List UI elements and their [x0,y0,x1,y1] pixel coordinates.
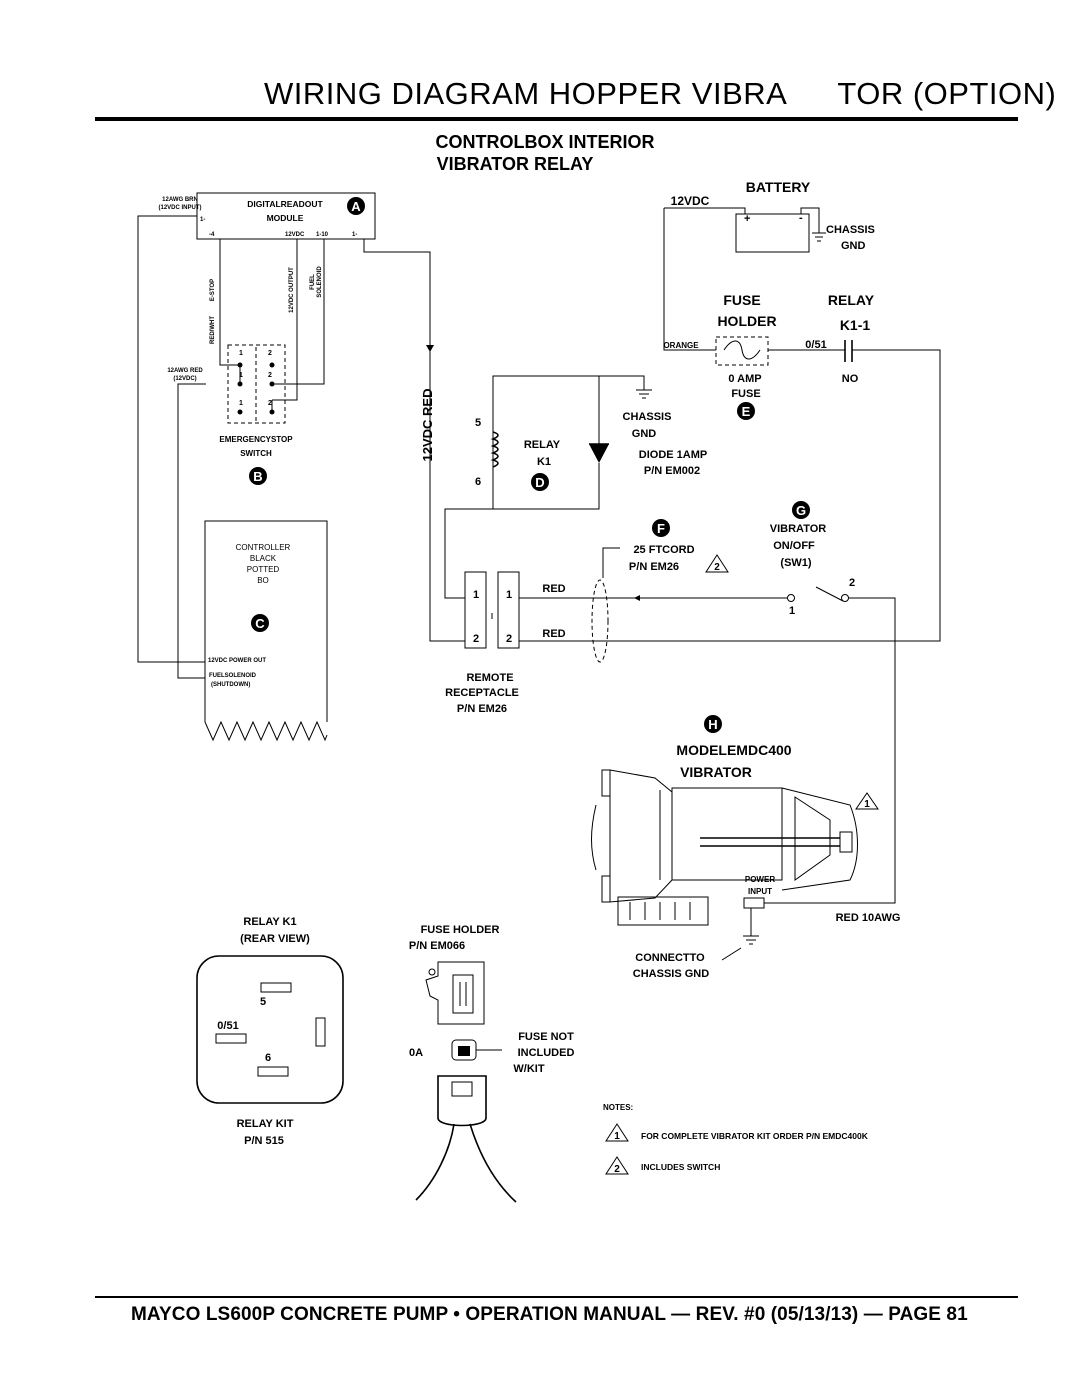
vibrator-power-2: INPUT [748,887,772,896]
switch-blade [816,587,843,601]
vibrator-power-terminal [744,898,764,908]
cord-arrow [634,595,640,601]
battery-negative-wire [801,208,819,233]
estop-switch [167,345,293,485]
battery-plus: + [744,213,751,225]
fuse-holder [663,292,776,420]
cord-letter: F [657,521,665,536]
diode-label-1: DIODE 1AMP [638,449,708,461]
vibrator-wire: RED 10AWG [835,912,901,924]
subtitle-line1: CONTROLBOX INTERIOR [435,132,655,152]
relay-contact [805,292,874,385]
readout-pin-left: 1- [200,217,206,223]
relay-coil [475,376,707,509]
battery-chassis-1: CHASSIS [826,224,875,236]
remote-receptacle [445,572,519,715]
coil-label-2: K1 [536,456,552,468]
cord-label-2: P/N EM26 [628,561,680,573]
vibrator [592,641,901,980]
readout-title-2: MODULE [266,213,304,223]
switch-pin-2: 2 [848,577,856,589]
switch-label-1: VIBRATOR [769,523,827,535]
wire-red-10awg [764,641,895,903]
readout-pin-bottom-1: -4 [209,232,215,238]
fuse-holder-part [409,924,575,1202]
relay-contact-title: RELAY [827,292,875,308]
vibrator-model: MODELEMDC400 [676,742,792,758]
relay-rear-view [197,916,343,1147]
coil-chassis-2: GND [631,428,657,440]
label-fuel: FUEL [310,274,316,290]
controller-line1: CONTROLLER [235,543,291,552]
estop-pin-2b: 2 [268,372,272,379]
readout-pin-bottom-3: 1-10 [316,232,329,238]
note-2-text: INCLUDES SWITCH [641,1162,721,1172]
fuse-blade-core [458,1046,470,1056]
controller-cutaway [205,722,327,740]
vibrator-endcap-curve [592,805,597,870]
wire-12vdc-input [138,216,205,662]
switch-letter: G [795,503,807,518]
fuse-title-1: FUSE [723,292,761,308]
fuse-amp: 0 AMP [728,373,762,385]
vibrator-body [672,788,782,880]
fuse-holder-lead [470,1124,516,1202]
estop-pin-1b: 1 [239,372,243,379]
fuse-holder-note-3: W/KIT [513,1063,545,1075]
fuse-wire-label: ORANGE [663,341,699,350]
coil-winding [493,432,498,467]
cord-wire-2: RED [542,628,566,640]
fuse-holder-base-slot [452,1082,472,1096]
estop-terminal [270,363,275,368]
vibrator-mount [602,876,610,902]
controller-out-3: (SHUTDOWN) [211,682,251,688]
relay-contact-state: NO [841,373,859,385]
fuse-holder-hole [429,969,435,975]
diode-label-2: P/N EM002 [643,465,701,477]
battery [664,179,875,252]
page-footer: MAYCO LS600P CONCRETE PUMP • OPERATION MANUAL — REV. #0 (05/13/13) — PAGE 81 [131,1304,968,1325]
relay-rear-pin6-label: 6 [264,1052,272,1064]
fuse-holder-title-1: FUSE HOLDER [420,924,500,936]
note-1-mark: 1 [614,1131,620,1142]
cord-label-1: 25 FTCORD [633,544,695,556]
coil-pin-bottom: 6 [474,476,482,488]
controller-line3: POTTED [246,565,280,574]
notes-heading: NOTES: [603,1103,634,1112]
page-title-part1: WIRING DIAGRAM HOPPER VIBRA [264,76,788,111]
label-12vdc-output: 12VDC OUTPUT [289,267,295,313]
fuse-holder-note-1: FUSE NOT [518,1031,574,1043]
coil-label-1: RELAY [523,439,561,451]
cord-bundle [592,580,608,662]
vibrator-front [782,788,858,890]
battery-voltage: 12VDC [670,194,710,208]
controller-out-2: FUELSOLENOID [209,673,257,679]
relay-rear-pin-side [316,1018,325,1046]
estop-pin-2c: 2 [268,400,272,407]
battery-minus: - [799,212,803,224]
vibrator-conn-2: CHASSIS GND [632,968,710,980]
readout-letter: A [351,199,361,214]
relay-rear-pin-6 [258,1067,288,1076]
battery-chassis-2: GND [841,240,866,252]
readout-pin-bottom-4: 1- [352,232,358,238]
wire-estop [220,239,240,365]
receptacle-label-3: P/N EM26 [456,703,508,715]
fuse-holder-slot [453,975,473,1013]
receptacle-pin-a1: 1 [472,589,480,601]
diode-symbol [589,444,609,463]
receptacle-pin-a2: 1 [505,589,513,601]
battery-label: BATTERY [745,179,811,195]
estop-wire-label-1: 12AWG RED [167,368,203,374]
relay-rear-pin-051 [216,1034,246,1043]
receptacle-label-1: REMOTE [466,672,514,684]
switch-label-3: (SW1) [780,557,812,569]
battery-positive-wire [664,208,745,214]
vibrator-base [618,897,708,925]
vibrator-ground-pointer [722,948,741,960]
switch-label-2: ON/OFF [773,540,815,552]
receptacle-label-2: RECEPTACLE [445,687,519,699]
fuse-title-2: HOLDER [717,313,777,329]
label-12vdc-red: 12VDC RED [420,388,435,462]
wire-fuel-solenoid [272,239,324,384]
fuse-holder-note-2: INCLUDED [517,1047,575,1059]
controller-letter: C [255,616,265,631]
fuse-holder-amp: 0A [408,1047,424,1059]
relay-rear-pin-5 [261,983,291,992]
fuse-word: FUSE [731,388,761,400]
cord-wire-1: RED [542,583,566,595]
relay-rear-title-1: RELAY K1 [243,916,297,928]
vibrator-label: VIBRATOR [680,764,752,780]
switch-pin-1: 1 [788,605,796,617]
controller-line2: BLACK [249,554,277,563]
estop-pin-1a: 1 [239,350,243,357]
fuse-element [724,341,760,359]
note-1-text: FOR COMPLETE VIBRATOR KIT ORDER P/N EMDC400K [641,1131,868,1141]
wire-battery-to-fuse [664,208,716,350]
estop-label-1: EMERGENCYSTOP [219,435,293,444]
relay-rear-title-2: (REAR VIEW) [240,933,310,945]
receptacle-pin-b1: 2 [472,633,480,645]
vibrator-letter: H [708,717,718,732]
coil-chassis-1: CHASSIS [622,411,672,423]
vibrator-mount [602,770,610,796]
relay-contact-pin: 0/51 [805,339,827,351]
receptacle-pin-b2: 2 [505,633,513,645]
page-title-part2: TOR (OPTION) [837,76,1057,111]
fuse-letter: E [741,404,751,419]
controller [205,521,327,740]
note-2-mark: 2 [614,1164,620,1175]
cord-pointer [603,548,620,578]
remote-cord [519,519,895,662]
vibrator-conn-1: CONNECTTO [635,952,705,964]
coil-pin-top: 5 [474,417,482,429]
wire-relay-to-switch [848,350,940,641]
wire-arrow [426,345,434,352]
label-solenoid: SOLENOID [317,266,323,298]
notes [603,1103,869,1175]
estop-pin-1c: 1 [239,400,243,407]
bottom-rule [95,1296,1018,1298]
estop-terminal [238,410,243,415]
vibrator-nut [840,832,852,852]
relay-rear-pin051-label: 0/51 [217,1020,239,1032]
fuse-holder-lead [416,1124,454,1200]
vibrator-note: 1 [864,799,870,810]
estop-terminal [270,382,275,387]
estop-wire-label-2: (12VDC) [173,376,197,382]
relay-kit-2: P/N 515 [244,1135,284,1147]
readout-wire-label-1: 12AWG BRN [162,197,198,203]
relay-kit-1: RELAY KIT [236,1118,294,1130]
label-estop: E-STOP [210,278,216,302]
wire-12vdc-red [364,239,465,641]
wire-fuel-out [178,384,206,678]
readout-title-1: DIGITALREADOUT [247,199,323,209]
label-redwht: RED/WHT [210,316,216,344]
estop-label-2: SWITCH [240,449,272,458]
fuse-holder-base [438,1076,486,1126]
relay-contact-id: K1-1 [839,317,871,333]
readout-pin-bottom-2: 12VDC [285,232,305,238]
coil-letter: D [535,475,545,490]
relay-rear-pin5-label: 5 [259,996,267,1008]
estop-pin-2a: 2 [268,350,272,357]
controller-out-1: 12VDC POWER OUT [208,658,267,664]
vibrator-endcap [610,770,672,902]
coil-ground-wire [493,376,644,509]
fuse-holder-title-2: P/N EM066 [408,940,466,952]
estop-letter: B [253,469,263,484]
readout-wire-label-2: (12VDC INPUT) [158,205,202,211]
switch-terminal-1 [788,595,795,602]
vibrator-power-1: POWER [744,875,776,884]
subtitle-line2: VIBRATOR RELAY [436,154,594,174]
cord-note: 2 [714,562,720,573]
vibrator-switch [770,501,855,617]
controller-line4: BO [257,576,269,585]
